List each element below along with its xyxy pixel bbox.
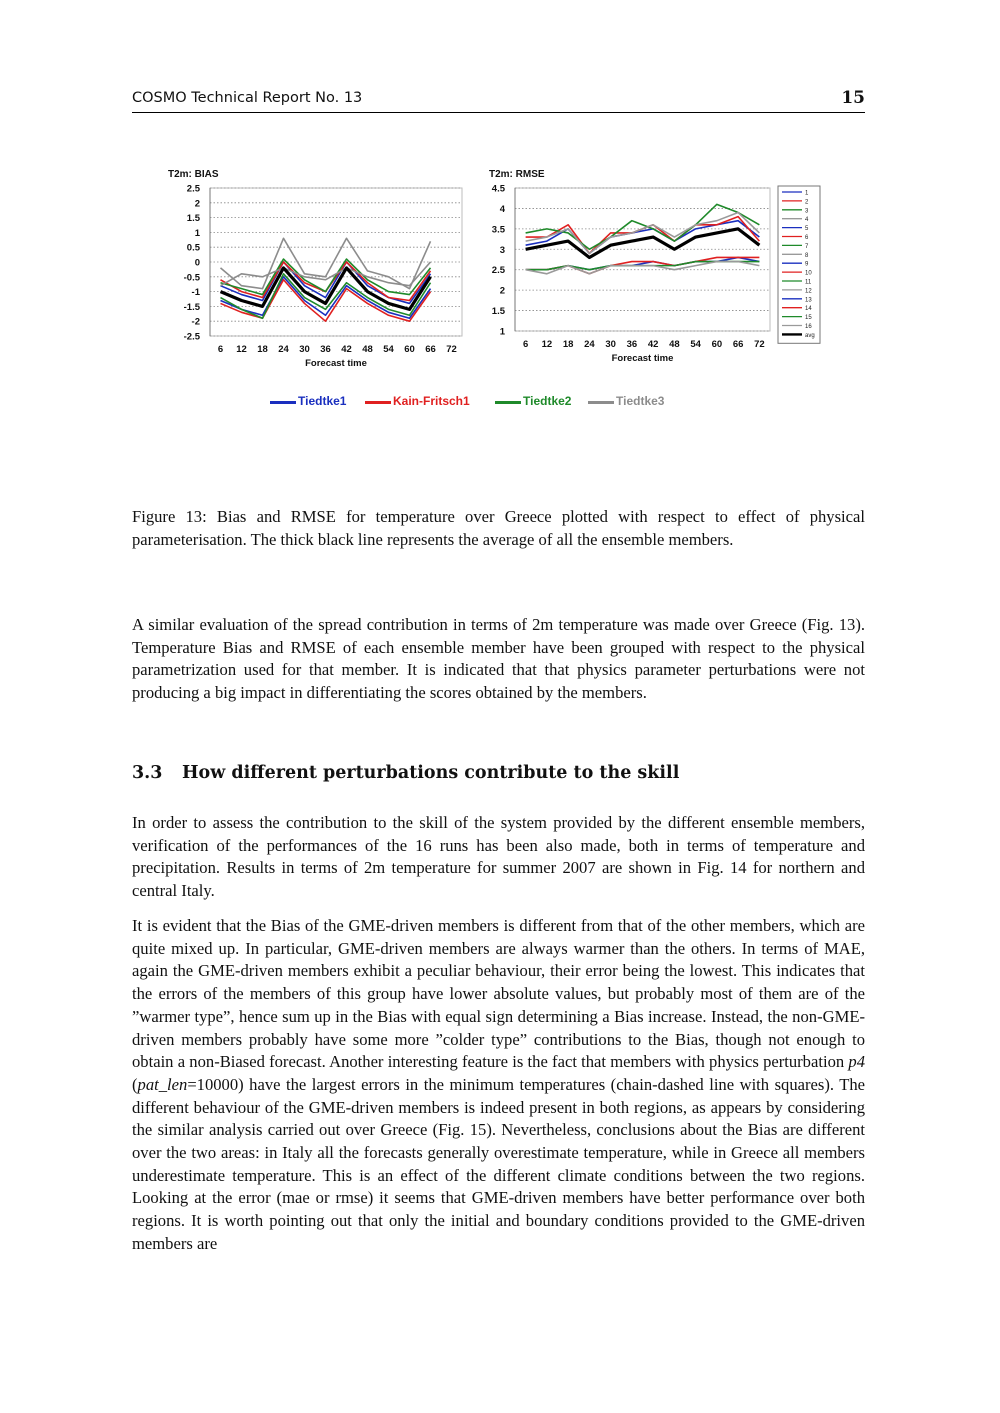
legend-label: 13 xyxy=(805,297,812,304)
section-number: 3.3 xyxy=(132,763,163,783)
legend-label: 5 xyxy=(805,226,809,233)
x-tick-label: 48 xyxy=(362,344,373,355)
legend-line xyxy=(270,401,296,404)
paragraph-2: In order to assess the contribution to the skill of the system provided by the different ensemble members, verification of the performances of the 16 runs has been also made, both in terms of temperature and precipitation. Results in terms of 2m temperature for summer 2007 are shown in Fig. 14 for northern and central Italy. xyxy=(132,813,865,901)
legend-label: 10 xyxy=(805,270,812,277)
y-tick-label: 1 xyxy=(499,326,505,338)
section-heading xyxy=(132,763,865,783)
y-tick-label: 3 xyxy=(499,244,505,256)
page-number: 15 xyxy=(841,88,865,108)
y-tick-label: 2 xyxy=(499,285,505,297)
x-tick-label: 48 xyxy=(669,339,680,350)
y-tick-label: 2.5 xyxy=(186,183,200,195)
legend-label: 2 xyxy=(805,199,809,206)
x-tick-label: 36 xyxy=(626,339,638,350)
y-tick-label: 2.5 xyxy=(491,265,505,277)
y-tick-label: -0.5 xyxy=(183,272,200,284)
legend-label: 3 xyxy=(805,208,809,215)
legend-label: 9 xyxy=(805,261,809,268)
pat-len-term: pat_len xyxy=(137,1074,188,1094)
y-tick-label: 1.5 xyxy=(491,306,505,318)
x-tick-label: 66 xyxy=(732,339,744,350)
x-tick-label: 18 xyxy=(562,339,574,350)
legend-label: Tiedtke3 xyxy=(616,394,665,408)
legend-label: 7 xyxy=(805,243,809,250)
bias-chart xyxy=(168,169,462,369)
x-tick-label: 42 xyxy=(647,339,659,350)
legend-line xyxy=(495,401,521,404)
paragraph-1: A similar evaluation of the spread contribution in terms of 2m temperature was made over Greece (Fig. 13). Temperature Bias and RMSE of each ensemble member have been grouped with respect to the physical parametrization used for that member. It is indicated that that physics parameter perturbations were not producing a big impact in differentiating the scores obtained by the members. xyxy=(132,615,865,703)
x-tick-label: 60 xyxy=(711,339,723,350)
chart-title: T2m: BIAS xyxy=(168,169,219,180)
rmse-legend xyxy=(778,186,820,343)
p4-term: p4 xyxy=(848,1052,865,1072)
legend-label: 1 xyxy=(805,190,809,197)
x-tick-label: 60 xyxy=(404,344,415,355)
x-tick-label: 12 xyxy=(541,339,553,350)
x-tick-label: 54 xyxy=(383,344,394,355)
x-tick-label: 66 xyxy=(425,344,436,355)
x-tick-label: 36 xyxy=(320,344,331,355)
x-tick-label: 42 xyxy=(341,344,352,355)
figure-13 xyxy=(165,160,830,420)
running-header xyxy=(132,88,865,113)
rmse-chart xyxy=(489,169,770,364)
legend-label: 11 xyxy=(805,279,812,286)
x-tick-label: 6 xyxy=(217,344,224,355)
x-tick-label: 72 xyxy=(446,344,457,355)
y-tick-label: 4 xyxy=(499,203,505,215)
legend-line xyxy=(588,401,614,404)
paragraph-3-part-a: It is evident that the Bias of the GME-driven members is different from that of the other members, which are quite mixed up. In particular, GME-driven members are always warmer than the others. In terms of MAE, again the GME-driven members exhibit a peculiar behaviour, their error being the lowest. This indicates that the errors of the members of this group have lower absolute values, but probably most of them are of the ”warmer type”, hence sum up in the Bias with equal sign determining a Bias increase. Instead, the non-GME-driven members probably have some more ”colder type” contributions to the Bias, though not enough to obtain a non-Biased forecast. Another interesting feature is the fact that members with physics perturbation xyxy=(132,916,865,1072)
y-tick-label: -1 xyxy=(191,287,200,299)
y-tick-label: 3.5 xyxy=(491,224,505,236)
x-tick-label: 30 xyxy=(299,344,310,355)
x-tick-label: 18 xyxy=(257,344,268,355)
x-tick-label: 12 xyxy=(236,344,247,355)
y-tick-label: -2 xyxy=(191,316,200,328)
x-tick-label: 54 xyxy=(690,339,701,350)
figure-charts xyxy=(165,160,830,390)
y-tick-label: -2.5 xyxy=(183,331,200,343)
x-tick-label: 24 xyxy=(584,339,595,350)
y-tick-label: 0 xyxy=(194,257,200,269)
y-tick-label: -1.5 xyxy=(183,301,200,313)
paragraph-3-part-b: ( xyxy=(132,1074,138,1094)
legend-label: 6 xyxy=(805,235,809,241)
y-tick-label: 4.5 xyxy=(491,183,505,195)
y-tick-label: 2 xyxy=(194,198,200,210)
x-axis-label: Forecast time xyxy=(305,358,367,369)
x-axis-label: Forecast time xyxy=(611,353,674,364)
legend-label: 14 xyxy=(805,306,812,313)
y-tick-label: 0.5 xyxy=(186,242,200,254)
x-tick-label: 72 xyxy=(754,339,765,350)
y-tick-label: 1 xyxy=(194,227,200,239)
section-title: How different perturbations contribute to the skill xyxy=(182,763,680,783)
chart-title: T2m: RMSE xyxy=(489,169,545,180)
legend-label: 8 xyxy=(805,252,809,259)
paragraph-3-part-c: =10000) have the largest errors in the minimum temperatures (chain-dashed line with squares). The different behaviour of the GME-driven members is indeed present in both regions, as appears by considering the similar analysis carried out over Greece (Fig. 15). Nevertheless, conclusions about the Bias are different over the two areas: in Italy all the forecasts generally overestimate temperature, while in Greece all members underestimate temperature. This is an effect of the different climate conditions between the two regions. Looking at the error (mae or rmse) it seems that GME-driven members have better performance over both regions. It is worth pointing out that only the initial and boundary conditions provided to the GME-driven members are xyxy=(132,1074,865,1253)
x-tick-label: 30 xyxy=(605,339,616,350)
x-tick-label: 6 xyxy=(522,339,529,350)
legend-label: 16 xyxy=(805,324,812,330)
figure-legend xyxy=(270,392,700,412)
legend-label: Tiedtke2 xyxy=(523,394,572,408)
legend-label: Tiedtke1 xyxy=(298,394,347,408)
legend-label: 12 xyxy=(805,288,812,295)
x-tick-label: 24 xyxy=(278,344,289,355)
legend-label: 4 xyxy=(805,217,809,224)
legend-line xyxy=(365,401,391,404)
report-title: COSMO Technical Report No. 13 xyxy=(132,90,363,106)
paragraph-3 xyxy=(132,915,865,1256)
legend-label: Kain-Fritsch1 xyxy=(393,394,470,408)
y-tick-label: 1.5 xyxy=(186,213,200,225)
legend-label: avg xyxy=(805,332,815,339)
figure-caption: Figure 13: Bias and RMSE for temperature over Greece plotted with respect to effect of physical parameterisation. The thick black line represents the average of all the ensemble members. xyxy=(132,507,865,549)
legend-label: 15 xyxy=(805,315,812,322)
